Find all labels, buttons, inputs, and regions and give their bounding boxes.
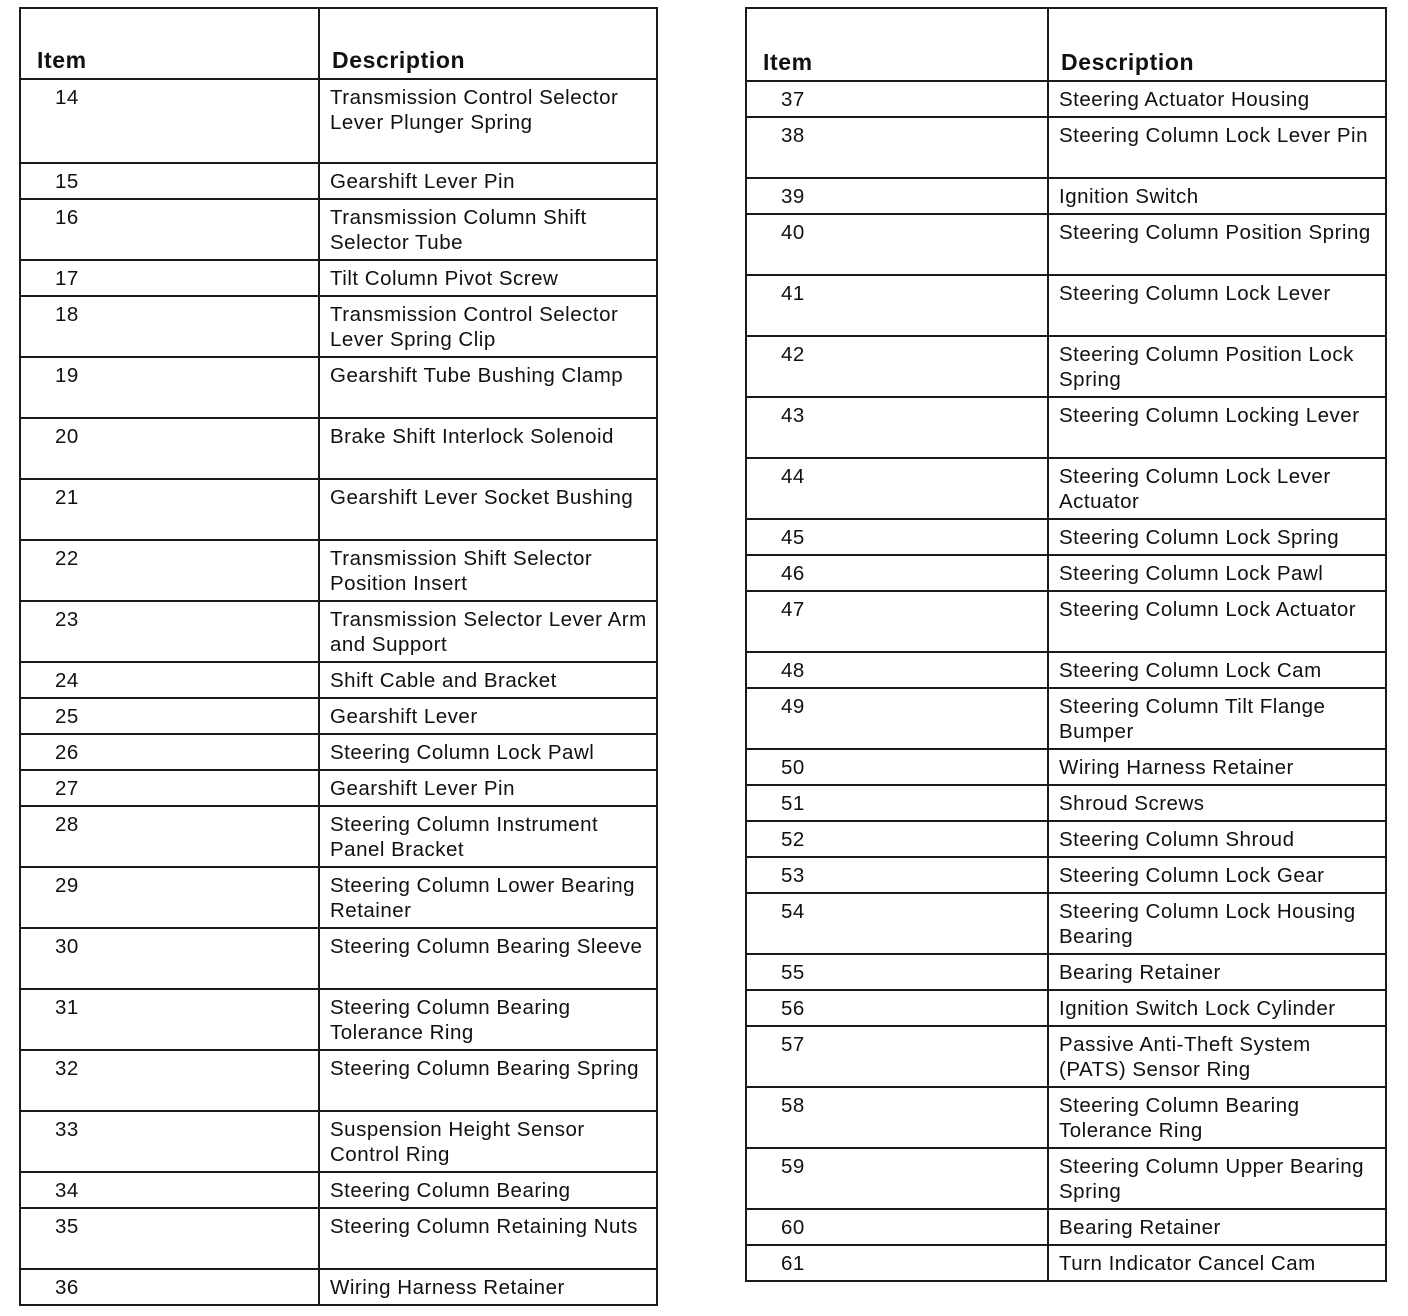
table-row xyxy=(746,893,1386,954)
table-row xyxy=(746,954,1386,990)
table-row xyxy=(20,1172,657,1208)
table-row xyxy=(746,519,1386,555)
table-row xyxy=(20,260,657,296)
item-number: 56 xyxy=(746,990,1048,1026)
table-row xyxy=(20,199,657,260)
item-description: Suspension Height Sensor Control Ring xyxy=(319,1111,657,1172)
item-description: Wiring Harness Retainer xyxy=(319,1269,657,1305)
item-description: Transmission Shift Selector Position Insert xyxy=(319,540,657,601)
table-row xyxy=(20,806,657,867)
item-description: Gearshift Tube Bushing Clamp xyxy=(319,357,657,418)
item-description: Ignition Switch Lock Cylinder xyxy=(1048,990,1386,1026)
item-description: Wiring Harness Retainer xyxy=(1048,749,1386,785)
item-description: Steering Column Upper Bearing Spring xyxy=(1048,1148,1386,1209)
item-description: Steering Column Lock Cam xyxy=(1048,652,1386,688)
table-row xyxy=(20,163,657,199)
table-row xyxy=(746,1245,1386,1281)
item-number: 25 xyxy=(20,698,319,734)
parts-table-right-body xyxy=(746,8,1386,1281)
item-number: 45 xyxy=(746,519,1048,555)
item-number: 46 xyxy=(746,555,1048,591)
item-number: 44 xyxy=(746,458,1048,519)
table-row xyxy=(746,652,1386,688)
table-row xyxy=(20,770,657,806)
item-description: Gearshift Lever xyxy=(319,698,657,734)
item-number: 54 xyxy=(746,893,1048,954)
item-description: Turn Indicator Cancel Cam xyxy=(1048,1245,1386,1281)
item-description: Steering Column Lock Pawl xyxy=(319,734,657,770)
item-description: Steering Column Lock Lever xyxy=(1048,275,1386,336)
table-row xyxy=(746,1209,1386,1245)
item-number: 26 xyxy=(20,734,319,770)
item-number: 41 xyxy=(746,275,1048,336)
table-row xyxy=(746,178,1386,214)
table-row xyxy=(746,785,1386,821)
item-description: Steering Column Lock Gear xyxy=(1048,857,1386,893)
parts-table-left-body xyxy=(20,8,657,1305)
item-number: 61 xyxy=(746,1245,1048,1281)
table-row xyxy=(20,698,657,734)
item-description: Transmission Control Selector Lever Plunger Spring xyxy=(319,79,657,163)
item-number: 50 xyxy=(746,749,1048,785)
item-number: 33 xyxy=(20,1111,319,1172)
table-row xyxy=(746,749,1386,785)
table-row xyxy=(746,397,1386,458)
item-number: 43 xyxy=(746,397,1048,458)
item-number: 30 xyxy=(20,928,319,989)
item-number: 21 xyxy=(20,479,319,540)
item-number: 49 xyxy=(746,688,1048,749)
column-header-description: Description xyxy=(319,8,657,79)
item-number: 20 xyxy=(20,418,319,479)
item-number: 31 xyxy=(20,989,319,1050)
table-row xyxy=(20,1269,657,1305)
item-description: Tilt Column Pivot Screw xyxy=(319,260,657,296)
item-description: Steering Column Locking Lever xyxy=(1048,397,1386,458)
table-row xyxy=(746,458,1386,519)
item-number: 27 xyxy=(20,770,319,806)
item-number: 59 xyxy=(746,1148,1048,1209)
table-row xyxy=(20,1050,657,1111)
item-number: 34 xyxy=(20,1172,319,1208)
item-description: Transmission Selector Lever Arm and Support xyxy=(319,601,657,662)
table-row xyxy=(20,357,657,418)
item-description: Steering Column Bearing Spring xyxy=(319,1050,657,1111)
table-row xyxy=(20,867,657,928)
item-number: 60 xyxy=(746,1209,1048,1245)
item-number: 14 xyxy=(20,79,319,163)
item-description: Steering Column Bearing Tolerance Ring xyxy=(1048,1087,1386,1148)
item-number: 29 xyxy=(20,867,319,928)
item-number: 36 xyxy=(20,1269,319,1305)
table-row xyxy=(746,117,1386,178)
table-row xyxy=(20,540,657,601)
item-number: 23 xyxy=(20,601,319,662)
column-header-item: Item xyxy=(746,8,1048,81)
item-number: 15 xyxy=(20,163,319,199)
table-row xyxy=(20,734,657,770)
item-number: 57 xyxy=(746,1026,1048,1087)
item-number: 40 xyxy=(746,214,1048,275)
table-row xyxy=(20,296,657,357)
item-description: Gearshift Lever Pin xyxy=(319,770,657,806)
item-number: 18 xyxy=(20,296,319,357)
table-row xyxy=(746,1026,1386,1087)
item-description: Steering Column Instrument Panel Bracket xyxy=(319,806,657,867)
item-description: Steering Column Position Spring xyxy=(1048,214,1386,275)
table-row xyxy=(746,336,1386,397)
item-description: Ignition Switch xyxy=(1048,178,1386,214)
item-number: 58 xyxy=(746,1087,1048,1148)
table-row xyxy=(20,928,657,989)
table-row xyxy=(746,1148,1386,1209)
table-row xyxy=(746,821,1386,857)
parts-table-right xyxy=(745,7,1387,1282)
item-description: Shift Cable and Bracket xyxy=(319,662,657,698)
item-number: 24 xyxy=(20,662,319,698)
item-number: 51 xyxy=(746,785,1048,821)
item-number: 17 xyxy=(20,260,319,296)
table-row xyxy=(20,418,657,479)
table-row xyxy=(746,1087,1386,1148)
item-description: Bearing Retainer xyxy=(1048,1209,1386,1245)
item-description: Steering Column Lock Housing Bearing xyxy=(1048,893,1386,954)
table-row xyxy=(746,857,1386,893)
table-row xyxy=(746,591,1386,652)
item-description: Steering Column Lock Actuator xyxy=(1048,591,1386,652)
item-description: Steering Column Lock Lever Actuator xyxy=(1048,458,1386,519)
item-description: Steering Column Bearing xyxy=(319,1172,657,1208)
item-description: Steering Column Bearing Sleeve xyxy=(319,928,657,989)
item-description: Steering Column Retaining Nuts xyxy=(319,1208,657,1269)
column-header-description: Description xyxy=(1048,8,1386,81)
item-description: Gearshift Lever Socket Bushing xyxy=(319,479,657,540)
item-description: Gearshift Lever Pin xyxy=(319,163,657,199)
item-number: 19 xyxy=(20,357,319,418)
item-number: 55 xyxy=(746,954,1048,990)
item-description: Transmission Column Shift Selector Tube xyxy=(319,199,657,260)
column-header-item: Item xyxy=(20,8,319,79)
item-number: 53 xyxy=(746,857,1048,893)
item-number: 38 xyxy=(746,117,1048,178)
item-description: Steering Column Lock Pawl xyxy=(1048,555,1386,591)
item-description: Steering Column Lock Lever Pin xyxy=(1048,117,1386,178)
table-row xyxy=(746,214,1386,275)
table-row xyxy=(20,662,657,698)
table-row xyxy=(746,81,1386,117)
table-row xyxy=(746,688,1386,749)
item-description: Steering Column Bearing Tolerance Ring xyxy=(319,989,657,1050)
table-row xyxy=(746,990,1386,1026)
item-description: Steering Column Shroud xyxy=(1048,821,1386,857)
item-description: Steering Column Lower Bearing Retainer xyxy=(319,867,657,928)
item-number: 39 xyxy=(746,178,1048,214)
item-number: 35 xyxy=(20,1208,319,1269)
item-description: Brake Shift Interlock Solenoid xyxy=(319,418,657,479)
item-number: 48 xyxy=(746,652,1048,688)
item-number: 42 xyxy=(746,336,1048,397)
item-description: Steering Column Tilt Flange Bumper xyxy=(1048,688,1386,749)
parts-table-left xyxy=(19,7,658,1306)
item-description: Shroud Screws xyxy=(1048,785,1386,821)
item-number: 37 xyxy=(746,81,1048,117)
table-row xyxy=(20,1208,657,1269)
item-description: Steering Actuator Housing xyxy=(1048,81,1386,117)
item-description: Steering Column Lock Spring xyxy=(1048,519,1386,555)
item-number: 52 xyxy=(746,821,1048,857)
item-number: 47 xyxy=(746,591,1048,652)
table-row xyxy=(746,555,1386,591)
item-description: Steering Column Position Lock Spring xyxy=(1048,336,1386,397)
item-number: 22 xyxy=(20,540,319,601)
item-number: 32 xyxy=(20,1050,319,1111)
table-header-row xyxy=(20,8,657,79)
table-row xyxy=(20,1111,657,1172)
item-number: 28 xyxy=(20,806,319,867)
table-row xyxy=(20,479,657,540)
table-row xyxy=(20,989,657,1050)
table-row xyxy=(746,275,1386,336)
item-number: 16 xyxy=(20,199,319,260)
item-description: Bearing Retainer xyxy=(1048,954,1386,990)
table-row xyxy=(20,601,657,662)
table-row xyxy=(20,79,657,163)
table-header-row xyxy=(746,8,1386,81)
item-description: Transmission Control Selector Lever Spring Clip xyxy=(319,296,657,357)
item-description: Passive Anti-Theft System (PATS) Sensor Ring xyxy=(1048,1026,1386,1087)
